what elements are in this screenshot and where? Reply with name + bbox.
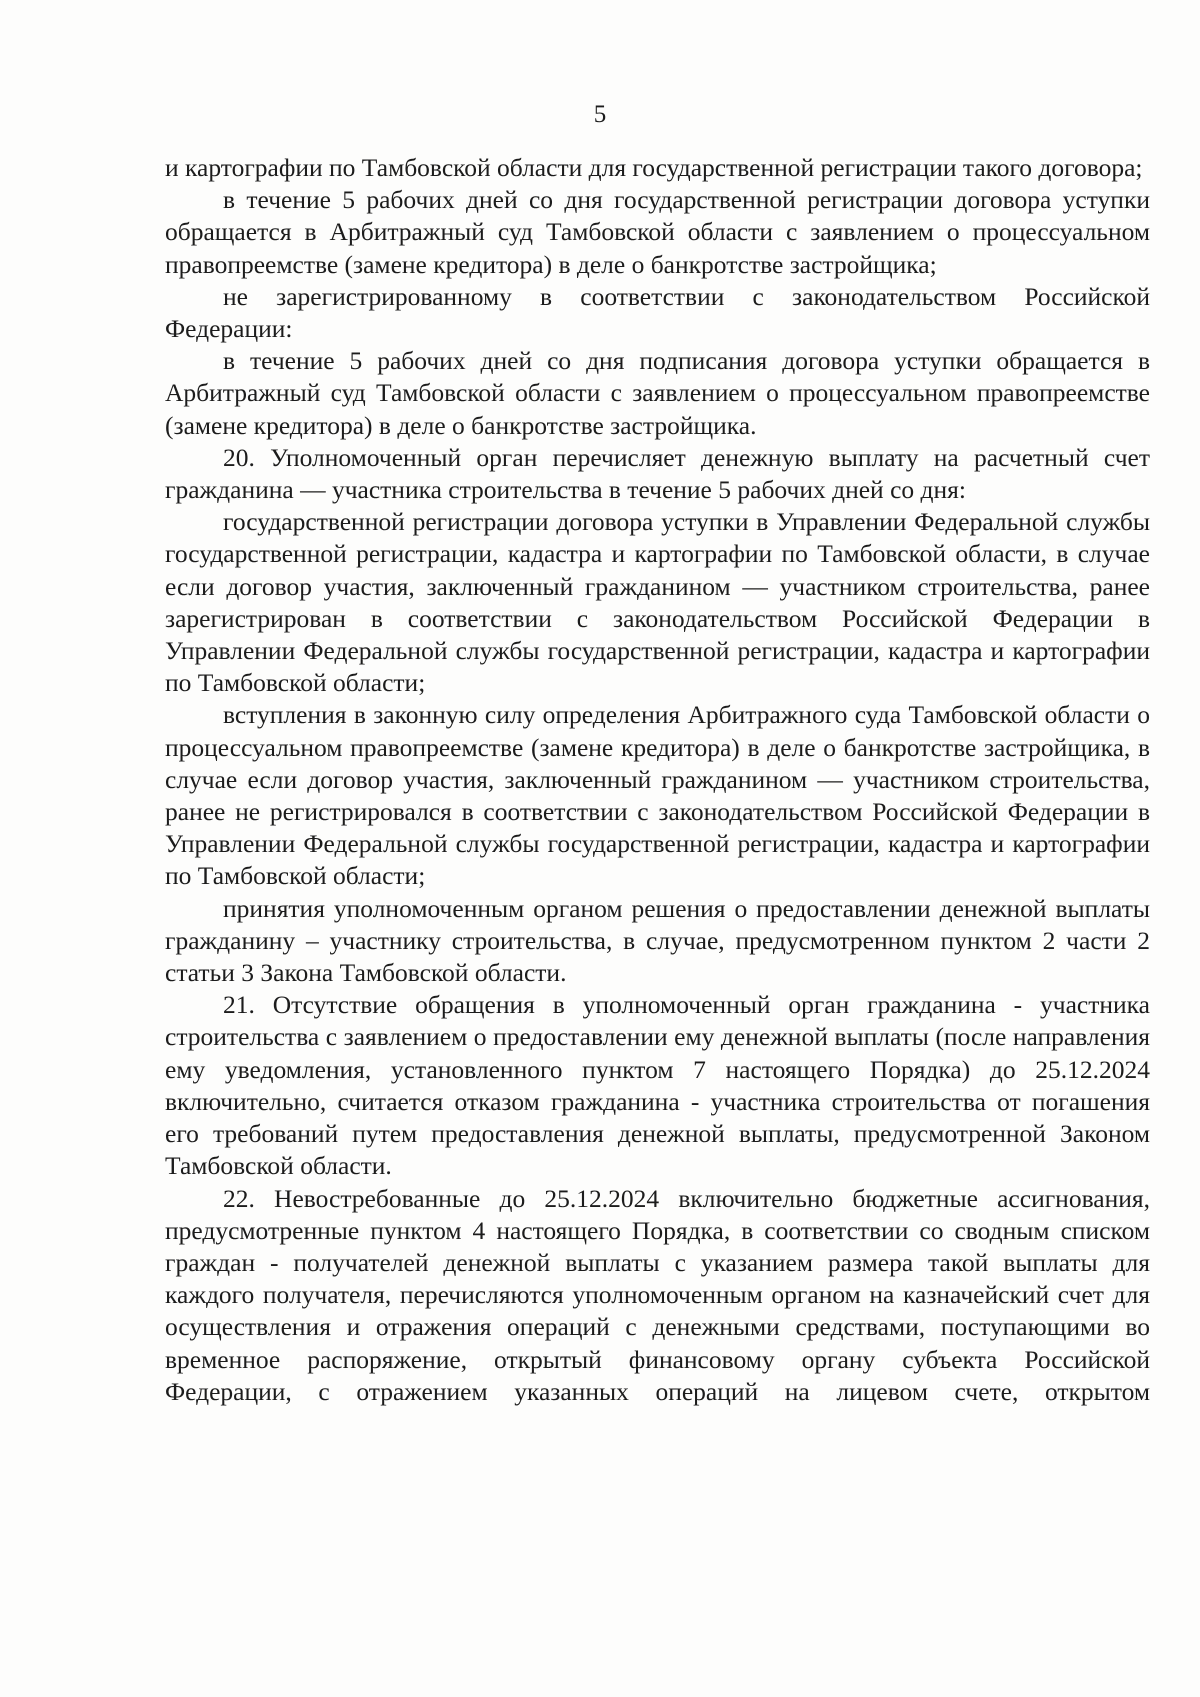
page-number: 5 <box>593 101 607 128</box>
paragraph: 21. Отсутствие обращения в уполномоченный орган гражданина - участника строительства с заявлением о предоставлении ему денежной выплаты (после направления ему уведомления, установленного пунктом 7 настоящего Порядка) до 25.12.2024 включительно, считается отказом гражданина - участника строительства от погашения его требований путем предоставления денежной выплаты, предусмотренной Законом Тамбовской области. <box>165 990 1150 1181</box>
paragraph: принятия уполномоченным органом решения о предоставлении денежной выплаты гражданину – участнику строительства, в случае, предусмотренном пунктом 2 части 2 статьи 3 Закона Тамбовской области. <box>165 893 1150 988</box>
paragraph: не зарегистрированному в соответствии с законодательством Российской Федерации: <box>165 281 1150 344</box>
paragraph: вступления в законную силу определения Арбитражного суда Тамбовской области о процессуальном правопреемстве (замене кредитора) в деле о банкротстве застройщика, в случае если договор участия, заключенный гражданином — участником строительства, ранее не регистрировался в соответствии с законодательством Российской Федерации в Управлении Федеральной службы государственной регистрации, кадастра и картографии по Тамбовской области; <box>165 700 1150 891</box>
paragraph: в течение 5 рабочих дней со дня подписания договора уступки обращается в Арбитражный суд Тамбовской области с заявлением о процессуальном правопреемстве (замене кредитора) в деле о банкротстве застройщика. <box>165 346 1150 440</box>
document-body <box>165 152 1150 1408</box>
paragraph: государственной регистрации договора уступки в Управлении Федеральной службы государственной регистрации, кадастра и картографии по Тамбовской области, в случае если договор участия, заключенный гражданином — участником строительства, ранее зарегистрирован в соответствии с законодательством Российской Федерации в Управлении Федеральной службы государственной регистрации, кадастра и картографии по Тамбовской области; <box>165 507 1150 698</box>
paragraph: 20. Уполномоченный орган перечисляет денежную выплату на расчетный счет гражданина — участника строительства в течение 5 рабочих дней со дня: <box>165 442 1150 505</box>
paragraph: в течение 5 рабочих дней со дня государственной регистрации договора уступки обращается в Арбитражный суд Тамбовской области с заявлением о процессуальном правопреемстве (замене кредитора) в деле о банкротстве застройщика; <box>165 185 1150 279</box>
paragraph: и картографии по Тамбовской области для государственной регистрации такого договора; <box>165 153 1143 182</box>
paragraph: 22. Невостребованные до 25.12.2024 включительно бюджетные ассигнования, предусмотренные пунктом 4 настоящего Порядка, в соответствии со сводным списком граждан - получателей денежной выплаты с указанием размера такой выплаты для каждого получателя, перечисляются уполномоченным органом на казначейский счет для осуществления и отражения операций с денежными средствами, поступающими во временное распоряжение, открытый финансовому органу субъекта Российской Федерации, с отражением указанных операций на лицевом счете, открытом <box>165 1183 1150 1406</box>
